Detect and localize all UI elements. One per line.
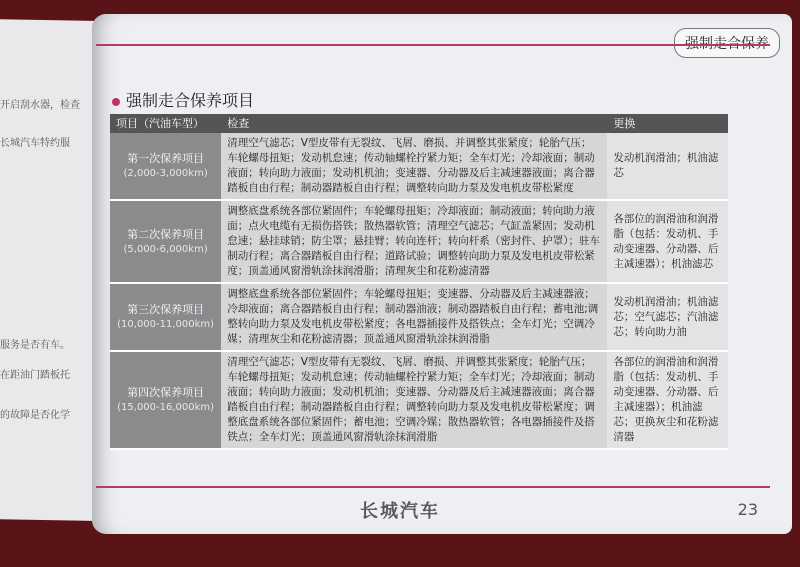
- table-row: [110, 133, 728, 200]
- maintenance-table: [110, 114, 728, 450]
- item-name: 第四次保养项目: [127, 386, 205, 399]
- row-item: [110, 133, 221, 200]
- brand-logo: 长城汽车: [360, 501, 440, 522]
- item-mileage: (10,000-11,000km): [117, 319, 215, 330]
- row-replace: 发动机润滑油；机油滤芯；空气滤芯；汽油滤芯；转向助力油: [607, 283, 728, 351]
- item-name: 第一次保养项目: [127, 152, 205, 165]
- header-check: 检查: [221, 114, 607, 133]
- row-check: 清理空气滤芯；V型皮带有无裂纹、飞屑、磨损、并调整其张紧度；轮胎气压；车轮螺母扭矩；发动机怠速；传动轴螺栓拧紧力矩；全车灯光；冷却液面；制动液面；转向助力液面；发动机机油；变速器、分动器及后主减速器液面；离合器踏板自由行程；制动器踏板自由行程；调整转向助力泵及发电机皮带松紧度；调整底盘系统各部位紧固件；蓄电池；空调冷媒；散热器软管；各电器插接件及搭铁点；全车灯光；顶盖通风窗滑轨涂抹润滑脂: [221, 351, 607, 449]
- row-item: [110, 351, 221, 449]
- item-mileage: (2,000-3,000km): [123, 168, 208, 179]
- table-row: [110, 283, 728, 351]
- table-header-row: [110, 114, 728, 133]
- row-item: [110, 200, 221, 283]
- left-page-text: [0, 60, 90, 480]
- item-mileage: (5,000-6,000km): [123, 243, 208, 255]
- left-line-3: 服务是否有车。: [0, 340, 70, 351]
- section-title-text: 强制走合保养项目: [126, 91, 255, 110]
- row-replace: 各部位的润滑油和润滑脂（包括：发动机、手动变速器、分动器、后主减速器）；机油滤芯: [607, 200, 728, 283]
- row-replace: 发动机润滑油；机油滤芯: [607, 133, 728, 200]
- table-row: [110, 200, 728, 283]
- header-divider: [96, 44, 770, 46]
- left-line-5: 的故障是否化学: [0, 410, 70, 421]
- left-line-4: 在距油门踏板托: [0, 370, 70, 381]
- bullet-icon: [112, 98, 120, 106]
- item-name: 第二次保养项目: [127, 227, 205, 241]
- section-title: [112, 88, 254, 111]
- row-check: 调整底盘系统各部位紧固件；车轮螺母扭矩；冷却液面；制动液面；转向助力液面；点火电缆有无损伤搭铁；散热器软管；清理空气滤芯；气缸盖紧固；发动机怠速；悬挂球销；防尘罩；悬挂臂；转向连杆；转向杆系（密封件、护罩）；驻车制动行程；离合器踏板自由行程；道路试验；调整转向助力泵及发电机皮带松紧度；顶盖通风窗滑轨涂抹润滑脂；清理灰尘和花粉滤清器: [221, 200, 607, 283]
- table-row: [110, 351, 728, 449]
- left-line-1: 开启刮水器，检查: [0, 100, 80, 111]
- left-line-2: 长城汽车特约服: [0, 138, 70, 149]
- item-name: 第三次保养项目: [127, 303, 205, 316]
- footer-divider: [96, 486, 770, 488]
- chapter-tab: 强制走合保养: [674, 28, 780, 58]
- row-item: [110, 283, 221, 351]
- row-check: 调整底盘系统各部位紧固件；车轮螺母扭矩；变速器、分动器及后主减速器液；冷却液面；离合器踏板自由行程；制动器油液；制动器踏板自由行程；蓄电池;调整转向助力泵及发电机皮带松紧度；各电器插接件及搭铁点；全车灯光；空调冷媒；清理灰尘和花粉滤清器；顶盖通风窗滑轨涂抹润滑脂: [221, 283, 607, 351]
- row-check: 清理空气滤芯；V型皮带有无裂纹、飞屑、磨损、并调整其张紧度；轮胎气压；车轮螺母扭矩；发动机怠速；传动轴螺栓拧紧力矩；全车灯光；冷却液面；制动液面；转向助力液面；发动机机油；变速器、分动器及后主减速器液面；离合器踏板自由行程；制动器踏板自由行程；调整转向助力泵及发电机皮带松紧度: [221, 133, 607, 200]
- header-item: 项目（汽油车型）: [110, 114, 221, 133]
- item-mileage: (15,000-16,000km): [117, 402, 215, 413]
- page-number: 23: [737, 500, 758, 519]
- row-replace: 各部位的润滑油和润滑脂（包括：发动机、手动变速器、分动器、后主减速器）；机油滤芯；更换灰尘和花粉滤清器: [607, 351, 728, 449]
- header-replace: 更换: [607, 114, 728, 133]
